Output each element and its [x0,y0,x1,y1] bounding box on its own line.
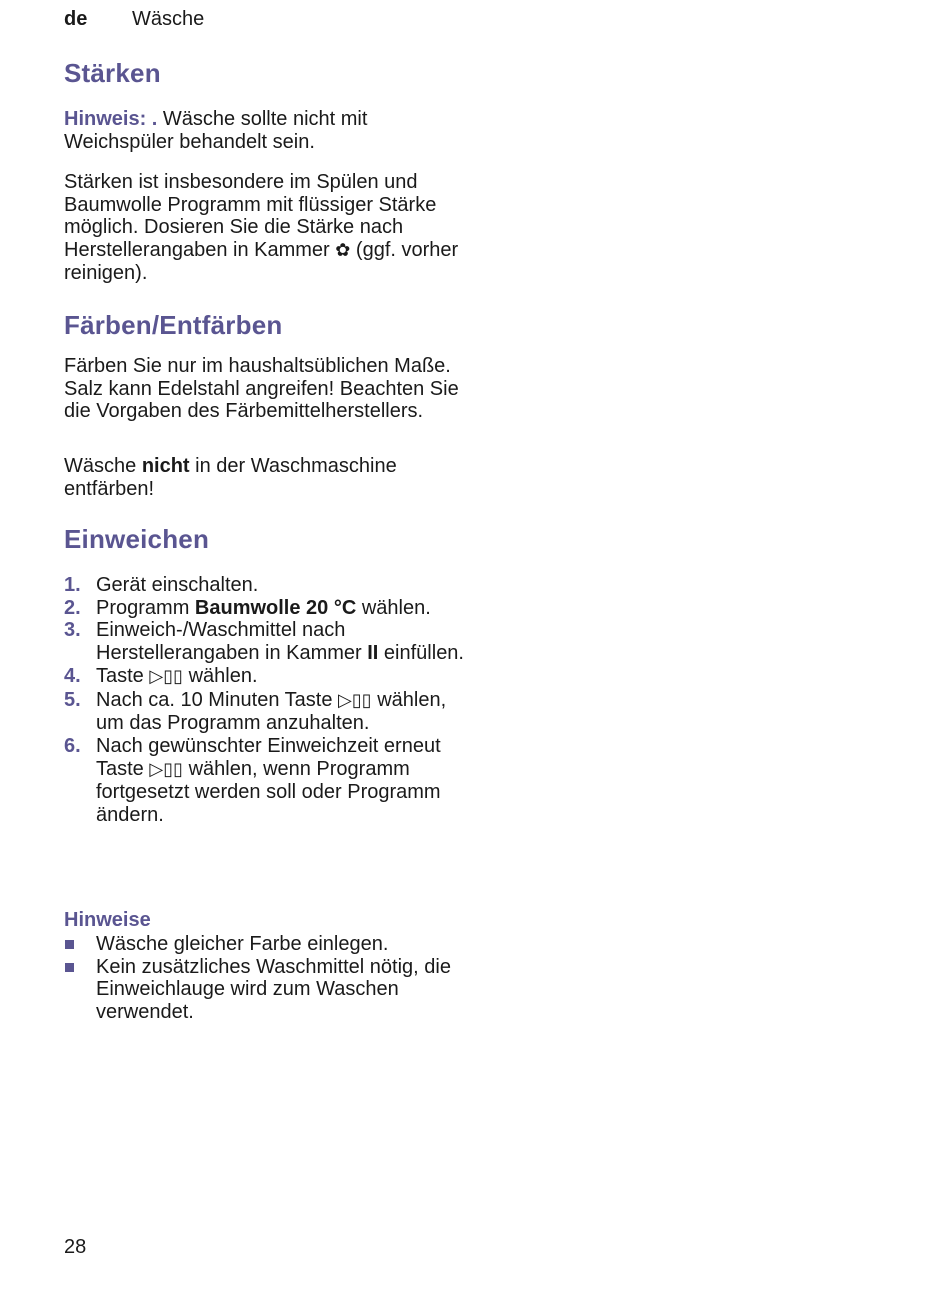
note-text: Kein zusätzliches Waschmittel nötig, die Einweichlauge wird zum Waschen verwendet. [96,955,451,1024]
step-text: Taste [96,664,150,687]
list-item [64,619,464,664]
section-staerken [64,58,464,89]
step-text: wählen, wenn Programm fortgesetzt werden soll oder Programm ändern. [96,757,441,827]
chamber-label: II [367,642,379,665]
step-number: 3. [64,619,81,642]
section-einweichen [64,524,464,555]
para-faerben [64,355,464,423]
steps-list [64,574,464,827]
faerben-text: Färben Sie nur im haushaltsüblichen Maße. Salz kann Edelstahl angreifen! Beachten Sie die Vorgaben des Färbemittelherstellers. [64,355,459,422]
para-staerken [64,171,464,285]
page-number: 28 [64,1236,87,1258]
note-text: Wäsche sollte nicht mit Weichspüler behandelt sein. [64,108,368,153]
step-text: Gerät einschalten. [96,574,259,596]
note-staerken [64,108,464,153]
step-text: einfüllen. [378,642,464,665]
list-item [64,933,464,956]
step-text: wählen. [356,596,431,619]
bullet-square-icon [65,940,74,949]
start-pause-icon: ▷▯▯ [149,758,184,780]
section-title-einweichen: Einweichen [64,524,210,554]
section-faerben [64,310,464,341]
language-code: de [64,8,88,30]
step-number: 5. [64,688,81,711]
start-pause-icon: ▷▯▯ [149,665,184,687]
faerben-text-2b: in der Waschmaschine entfärben! [64,455,397,500]
step-text: Einweich-/Waschmittel nach Herstellerangaben in Kammer [96,619,368,665]
header-section: Wäsche [132,8,205,30]
list-item [64,597,464,620]
faerben-text-2a: Wäsche [64,455,142,477]
program-name: Baumwolle 20 °C [194,596,357,619]
start-pause-icon: ▷▯▯ [338,689,372,711]
step-text: Nach gewünschter Einweichzeit erneut Taste [96,734,441,780]
step-text: wählen, um das Programm anzuhalten. [96,688,447,735]
flower-icon: ✿ [335,239,351,261]
bullet-square-icon [65,963,74,972]
staerken-text: Stärken ist insbesondere im Spülen und Baumwolle Programm mit flüssiger Stärke möglich. Dosieren Sie die Stärke nach Herstellerangaben in Kammer [64,171,437,261]
staerken-text-end: (ggf. vorher reinigen). [64,238,459,284]
step-text: Nach ca. 10 Minuten Taste [96,688,338,711]
step-text: wählen. [183,664,258,687]
note-label: Hinweis: . [64,108,158,130]
list-item [64,665,464,689]
section-title-faerben: Färben/Entfärben [64,310,283,340]
list-item [64,735,464,827]
step-number: 1. [64,574,81,596]
section-title-staerken: Stärken [64,58,161,88]
list-item [64,689,464,735]
notes-title: Hinweise [64,909,151,931]
note-text: Wäsche gleicher Farbe einlegen. [96,933,389,955]
notes-section [64,909,464,1024]
step-text: Programm [96,596,195,619]
step-number: 6. [64,734,81,757]
para-faerben-2 [64,455,464,500]
list-item [64,956,464,1024]
faerben-text-bold: nicht [141,455,190,477]
page-header [64,8,204,31]
step-number: 4. [64,664,81,687]
list-item [64,574,464,597]
step-number: 2. [64,596,81,619]
